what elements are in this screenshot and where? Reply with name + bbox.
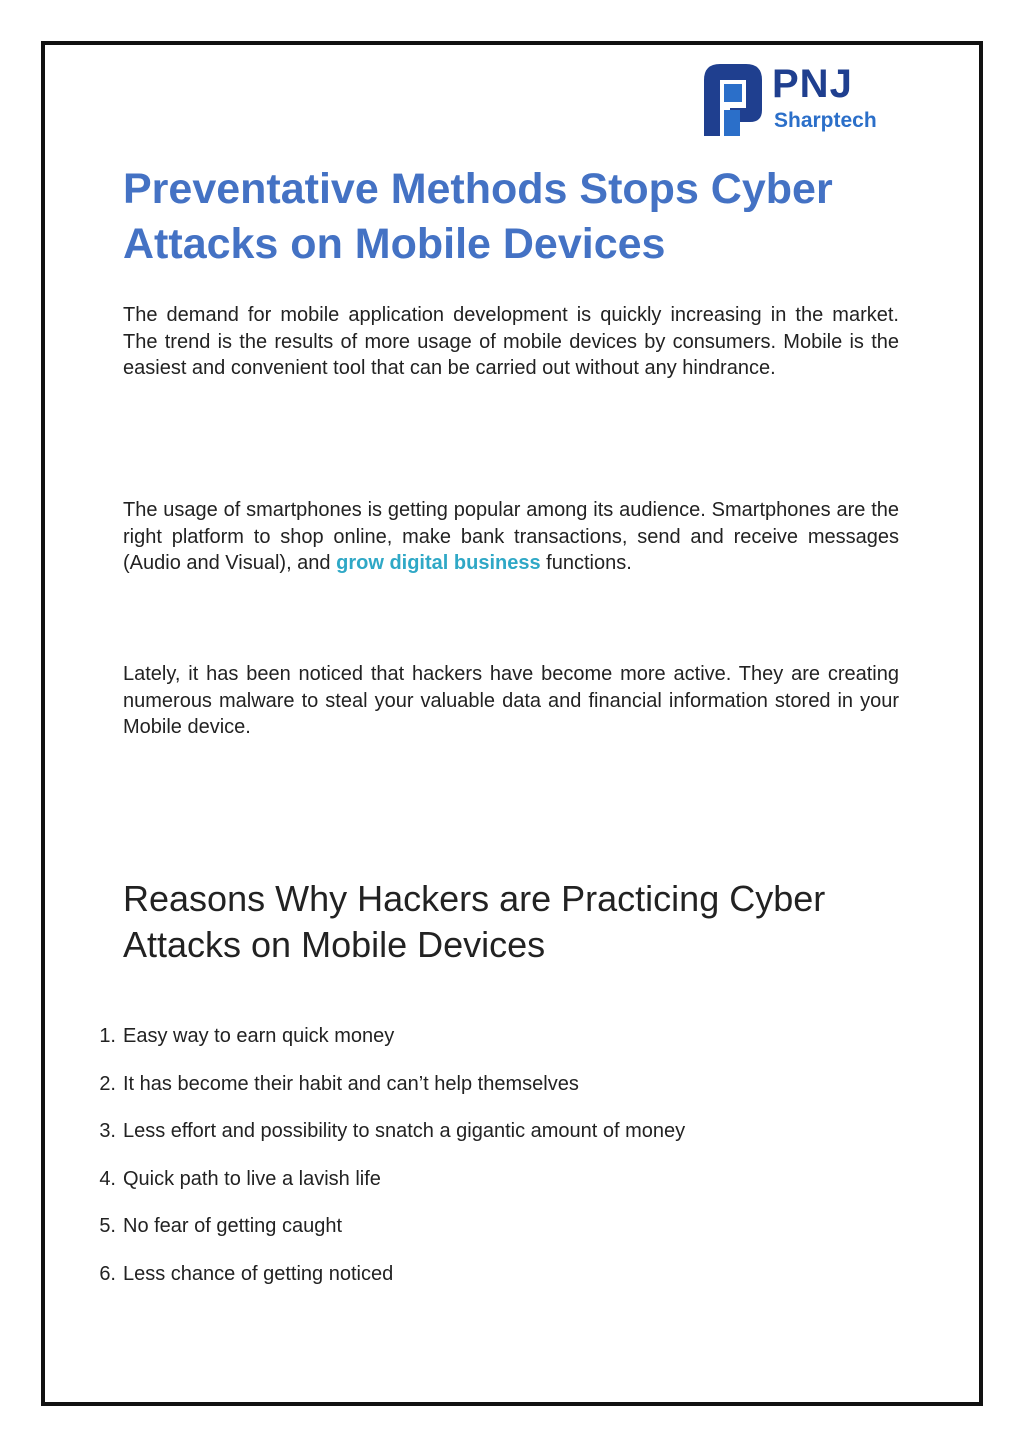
page-title: Preventative Methods Stops Cyber Attacks on Mobile Devices [123,165,833,268]
list-item [80,1070,900,1118]
list-item [80,1165,900,1213]
list-item-text: No fear of getting caught [123,1215,343,1237]
smartphone-paragraph-tail: functions. [540,552,632,574]
list-item-number: 6. [99,1262,116,1285]
grow-digital-business-link[interactable]: grow digital business [336,552,541,574]
reasons-list [80,1022,900,1307]
list-item [80,1022,900,1070]
list-item-text: Quick path to live a lavish life [123,1167,381,1190]
list-item-number: 2. [99,1072,116,1095]
list-item-text: Less effort and possibility to snatch a gigantic amount of money [123,1120,686,1142]
list-item-text: It has become their habit and can’t help themselves [123,1072,579,1095]
list-item-number: 4. [99,1167,116,1190]
list-item [80,1117,900,1165]
list-item-number: 5. [99,1215,116,1237]
logo-tagline: Sharptech [774,109,877,132]
smartphone-paragraph [123,497,899,577]
intro-paragraph: The demand for mobile application development is quickly increasing in the market. The trend is the results of more usage of mobile devices by consumers. Mobile is the easiest and convenient tool that can be carried out without any hindrance. [123,304,899,379]
logo-name: PNJ [772,62,853,106]
pnj-logo-icon [700,60,766,138]
list-item-number: 1. [99,1025,116,1047]
list-item-number: 3. [99,1120,116,1142]
list-item-text: Less chance of getting noticed [123,1262,394,1285]
section-heading: Reasons Why Hackers are Practicing Cyber Attacks on Mobile Devices [123,878,826,965]
list-item-text: Easy way to earn quick money [123,1025,395,1047]
smartphone-paragraph-text: The usage of smartphones is getting popular among its audience. Smartphones are the right platform to shop online, make bank transactions, send and receive messages (Audio and Visual), and [123,499,899,574]
hackers-paragraph: Lately, it has been noticed that hackers have become more active. They are creating numerous malware to steal your valuable data and financial information stored in your Mobile device. [123,663,899,738]
list-item [80,1212,900,1260]
list-item [80,1260,900,1308]
company-logo [700,60,890,140]
